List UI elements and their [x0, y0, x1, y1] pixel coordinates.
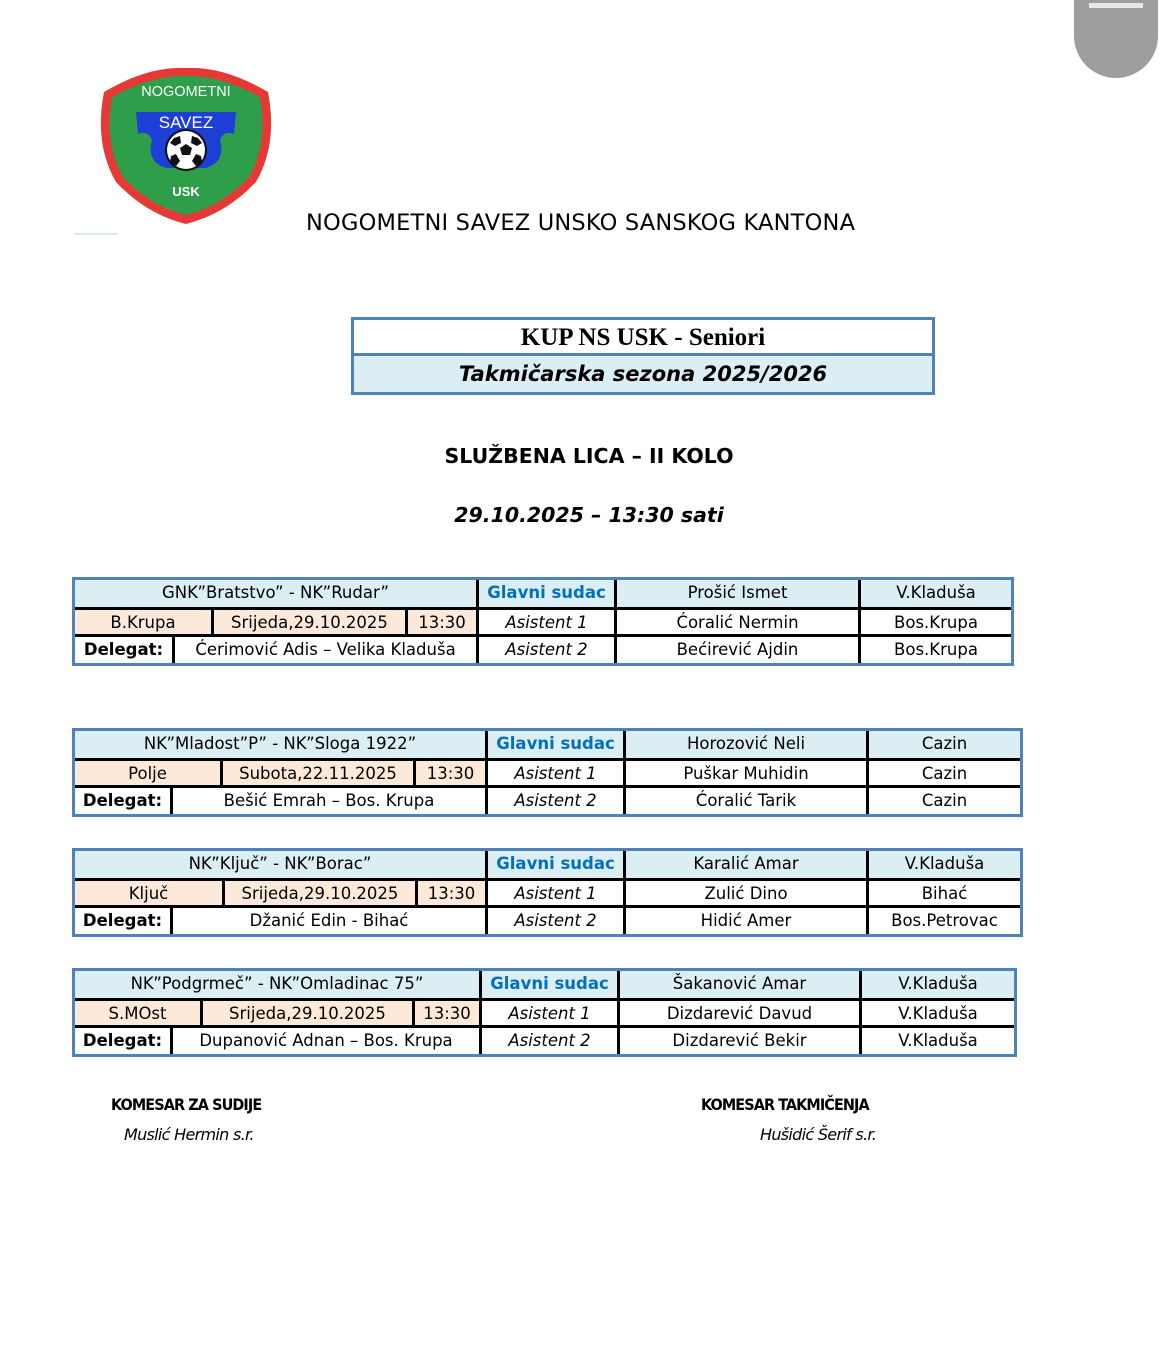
- match-table: [72, 577, 1014, 666]
- delegate-label: Delegat:: [82, 1031, 163, 1050]
- col-divider: [479, 971, 482, 1054]
- row-divider: [75, 758, 1020, 761]
- official-city: Bihać: [921, 884, 968, 903]
- signature-right-name: Hušidić Šerif s.r.: [760, 1125, 877, 1144]
- col-divider: [170, 1025, 173, 1054]
- col-divider: [617, 971, 620, 1054]
- match-date: Srijeda,29.10.2025: [214, 610, 405, 634]
- row-divider: [75, 634, 1011, 637]
- official-name: Ćoralić Tarik: [695, 791, 797, 810]
- role-label: Glavni sudac: [488, 731, 623, 758]
- signature-left-name: Muslić Hermin s.r.: [124, 1125, 254, 1144]
- logo-text-middle: SAVEZ: [158, 113, 214, 132]
- col-divider: [476, 580, 479, 663]
- col-divider: [866, 851, 869, 934]
- official-city: V.Kladuša: [898, 1031, 978, 1050]
- logo-underline: [74, 233, 118, 235]
- role-label: Glavni sudac: [488, 851, 623, 878]
- official-name: Karalić Amar: [626, 851, 866, 878]
- competition-title: KUP NS USK - Seniori: [354, 320, 932, 356]
- col-divider: [170, 785, 173, 814]
- official-city: V.Kladuša: [898, 1004, 978, 1023]
- scroll-handle-grip: [1089, 3, 1143, 8]
- match-teams: NK”Podgrmeč” - NK”Omladinac 75”: [75, 971, 479, 998]
- row-divider: [75, 878, 1020, 881]
- col-divider: [412, 998, 415, 1025]
- signature-right-title: KOMESAR TAKMIČENJA: [701, 1095, 869, 1114]
- match-time: 13:30: [415, 1001, 479, 1025]
- signature-left-title: KOMESAR ZA SUDIJE: [111, 1095, 262, 1114]
- delegate-label: Delegat:: [82, 911, 163, 930]
- col-divider: [485, 851, 488, 934]
- col-divider: [415, 878, 418, 905]
- role-label: Asistent 2: [505, 640, 588, 659]
- round-datetime: 29.10.2025 – 13:30 sati: [454, 503, 724, 527]
- row-divider: [75, 1025, 1014, 1028]
- role-label: Asistent 1: [514, 884, 597, 903]
- match-venue: S.MOst: [75, 1001, 200, 1025]
- delegate-name: Džanić Edin - Bihać: [249, 911, 409, 930]
- official-city: Bos.Petrovac: [891, 911, 998, 930]
- col-divider: [623, 731, 626, 814]
- delegate-label: Delegat:: [83, 640, 164, 659]
- col-divider: [858, 580, 861, 663]
- col-divider: [859, 971, 862, 1054]
- official-city: V.Kladuša: [861, 580, 1011, 607]
- row-divider: [75, 785, 1020, 788]
- col-divider: [220, 758, 223, 785]
- official-city: V.Kladuša: [869, 851, 1020, 878]
- role-label: Glavni sudac: [482, 971, 617, 998]
- official-city: Cazin: [869, 731, 1020, 758]
- match-venue: Polje: [75, 761, 220, 785]
- row-divider: [75, 905, 1020, 908]
- official-city: V.Kladuša: [862, 971, 1014, 998]
- official-name: Prošić Ismet: [617, 580, 858, 607]
- delegate-name: Bešić Emrah – Bos. Krupa: [223, 791, 435, 810]
- role-label: Asistent 1: [508, 1004, 591, 1023]
- official-city: Cazin: [921, 791, 968, 810]
- official-city: Cazin: [921, 764, 968, 783]
- official-name: Hidić Amer: [700, 911, 792, 930]
- match-teams: GNK”Bratstvo” - NK”Rudar”: [75, 580, 476, 607]
- match-teams: NK”Mladost”P” - NK”Sloga 1922”: [75, 731, 485, 758]
- official-name: Ćoralić Nermin: [676, 613, 799, 632]
- official-name: Dizdarević Davud: [666, 1004, 813, 1023]
- match-venue: Ključ: [75, 881, 222, 905]
- row-divider: [75, 607, 1011, 610]
- col-divider: [170, 905, 173, 934]
- col-divider: [614, 580, 617, 663]
- col-divider: [200, 998, 203, 1025]
- col-divider: [413, 758, 416, 785]
- role-label: Asistent 1: [514, 764, 597, 783]
- official-city: Bos.Krupa: [894, 613, 978, 632]
- row-divider: [75, 998, 1014, 1001]
- match-table: [72, 848, 1023, 937]
- col-divider: [222, 878, 225, 905]
- scroll-handle[interactable]: [1074, 0, 1158, 78]
- delegate-name: Dupanović Adnan – Bos. Krupa: [199, 1031, 453, 1050]
- match-date: Srijeda,29.10.2025: [203, 1001, 412, 1025]
- col-divider: [405, 607, 408, 634]
- official-name: Bećirević Ajdin: [676, 640, 799, 659]
- official-city: Bos.Krupa: [894, 640, 978, 659]
- match-time: 13:30: [408, 610, 476, 634]
- logo-text-bottom: USK: [172, 184, 200, 199]
- official-name: Puškar Muhidin: [683, 764, 809, 783]
- organization-title: NOGOMETNI SAVEZ UNSKO SANSKOG KANTONA: [306, 210, 856, 236]
- official-name: Šakanović Amar: [620, 971, 859, 998]
- match-teams: NK”Ključ” - NK”Borac”: [75, 851, 485, 878]
- logo-text-top: NOGOMETNI: [141, 84, 231, 100]
- col-divider: [485, 731, 488, 814]
- official-name: Dizdarević Bekir: [672, 1031, 807, 1050]
- match-table: [72, 728, 1023, 817]
- col-divider: [866, 731, 869, 814]
- official-name: Horozović Neli: [626, 731, 866, 758]
- role-label: Asistent 2: [508, 1031, 591, 1050]
- competition-box: [351, 317, 935, 395]
- role-label: Asistent 1: [505, 613, 588, 632]
- nsusk-logo: [96, 64, 276, 226]
- match-time: 13:30: [418, 881, 485, 905]
- delegate-name: Ćerimović Adis – Velika Kladuša: [195, 640, 456, 659]
- delegate-label: Delegat:: [82, 791, 163, 810]
- match-table: [72, 968, 1017, 1057]
- match-date: Srijeda,29.10.2025: [225, 881, 415, 905]
- competition-season: Takmičarska sezona 2025/2026: [354, 356, 932, 392]
- match-venue: B.Krupa: [75, 610, 211, 634]
- official-name: Zulić Dino: [704, 884, 788, 903]
- round-title: SLUŽBENA LICA – II KOLO: [444, 444, 734, 468]
- role-label: Asistent 2: [514, 791, 597, 810]
- col-divider: [211, 607, 214, 634]
- match-time: 13:30: [416, 761, 485, 785]
- match-date: Subota,22.11.2025: [223, 761, 413, 785]
- col-divider: [172, 634, 175, 663]
- role-label: Asistent 2: [514, 911, 597, 930]
- col-divider: [623, 851, 626, 934]
- role-label: Glavni sudac: [479, 580, 614, 607]
